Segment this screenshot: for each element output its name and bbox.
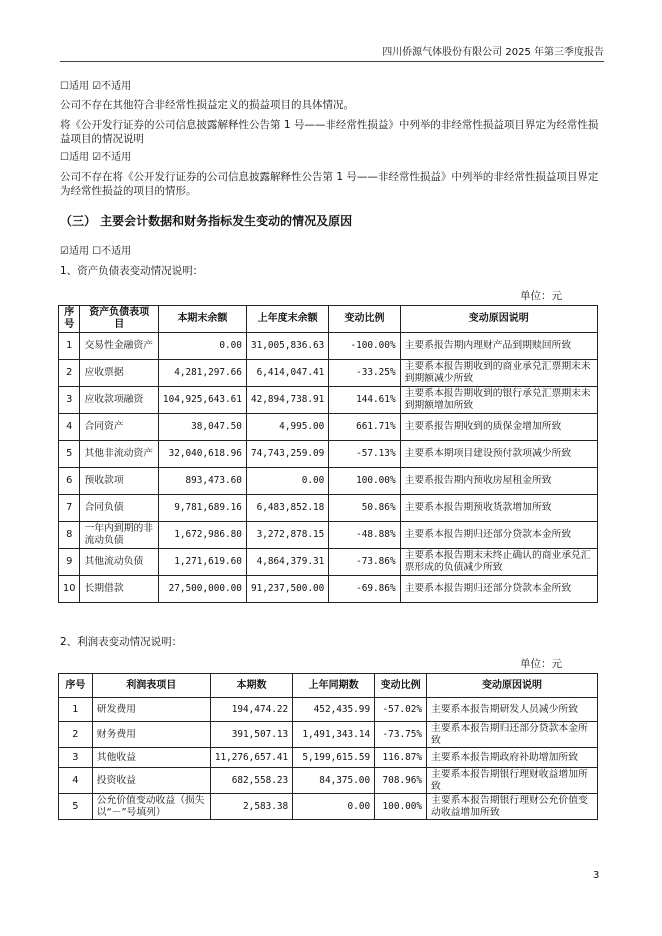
cell-item: 财务费用: [92, 722, 210, 748]
col-header-change: 变动比例: [375, 674, 427, 698]
cell-index: 3: [59, 387, 80, 414]
cell-prior: 3,272,878.15: [246, 522, 328, 549]
report-title: 四川侨源气体股份有限公司 2025 年第三季度报告: [382, 47, 604, 58]
income-statement-subheading: 2、利润表变动情况说明：: [60, 636, 183, 648]
cell-prior: 5,199,615.59: [293, 748, 375, 768]
cell-item: 其他非流动资产: [80, 441, 158, 468]
cell-index: 4: [59, 414, 80, 441]
cell-current: 391,507.13: [210, 722, 292, 748]
table1-unit: 单位：元: [520, 290, 562, 302]
cell-reason: 主要系本报告期收到的银行承兑汇票期末未到期额增加所致: [400, 387, 597, 414]
table2-unit: 单位：元: [520, 658, 562, 670]
cell-index: 5: [59, 794, 93, 820]
cell-change: -33.25%: [329, 360, 400, 387]
col-header-item: 利润表项目: [92, 674, 210, 698]
cell-reason: 主要系本报告期银行理财收益增加所致: [427, 768, 598, 794]
cell-reason: 主要系本报告期研发人员减少所致: [427, 698, 598, 722]
table-row: [59, 360, 598, 387]
page-number: 3: [593, 870, 600, 881]
cell-current: 32,040,618.96: [158, 441, 246, 468]
cell-change: -73.75%: [375, 722, 427, 748]
cell-prior: 31,005,836.63: [246, 333, 328, 360]
cell-reason: 主要系本期项目建设预付款项减少所致: [400, 441, 597, 468]
cell-prior: 4,864,379.31: [246, 549, 328, 576]
cell-item: 公允价值变动收益（损失以“－”号填列）: [92, 794, 210, 820]
cell-reason: 主要系本报告期政府补助增加所致: [427, 748, 598, 768]
cell-change: 50.86%: [329, 495, 400, 522]
cell-item: 应收票据: [80, 360, 158, 387]
cell-change: 100.00%: [329, 468, 400, 495]
cell-prior: 6,483,852.18: [246, 495, 328, 522]
col-header-prior: 上年同期数: [293, 674, 375, 698]
cell-reason: 主要系本报告期收到的商业承兑汇票期末未到期额减少所致: [400, 360, 597, 387]
table-header-row: [59, 306, 598, 333]
cell-item: 其他收益: [92, 748, 210, 768]
table-row: [59, 522, 598, 549]
paragraph-no-reclassification: 公司不存在将《公开发行证券的公司信息披露解释性公告第 1 号——非经常性损益》中列举的非经常性损益项目界定为经常性损益的项目的情形。: [60, 171, 599, 197]
cell-change: 100.00%: [375, 794, 427, 820]
cell-reason: 主要系本报告期归还部分贷款本金所致: [427, 722, 598, 748]
cell-index: 2: [59, 722, 93, 748]
cell-current: 1,672,986.80: [158, 522, 246, 549]
col-header-item: 资产负债表项目: [80, 306, 158, 333]
page-header: [60, 43, 604, 62]
cell-change: 116.87%: [375, 748, 427, 768]
cell-prior: 6,414,047.41: [246, 360, 328, 387]
cell-change: 708.96%: [375, 768, 427, 794]
table-row: [59, 441, 598, 468]
cell-reason: 主要系报告期收到的质保金增加所致: [400, 414, 597, 441]
cell-current: 4,281,297.66: [158, 360, 246, 387]
balance-sheet-table: [58, 305, 598, 603]
col-header-reason: 变动原因说明: [400, 306, 597, 333]
cell-prior: 4,995.00: [246, 414, 328, 441]
cell-prior: 1,491,343.14: [293, 722, 375, 748]
cell-current: 38,047.50: [158, 414, 246, 441]
cell-change: -48.88%: [329, 522, 400, 549]
cell-index: 3: [59, 748, 93, 768]
balance-sheet-subheading: 1、资产负债表变动情况说明：: [60, 265, 204, 277]
table-row: [59, 748, 598, 768]
applicability-checkbox-2: ☐适用 ☑不适用: [60, 152, 132, 163]
cell-current: 1,271,619.60: [158, 549, 246, 576]
cell-prior: 84,375.00: [293, 768, 375, 794]
cell-prior: 42,894,738.91: [246, 387, 328, 414]
cell-item: 合同资产: [80, 414, 158, 441]
cell-item: 长期借款: [80, 576, 158, 603]
applicability-checkbox-1: ☐适用 ☑不适用: [60, 81, 132, 92]
cell-change: -100.00%: [329, 333, 400, 360]
cell-item: 研发费用: [92, 698, 210, 722]
cell-index: 5: [59, 441, 80, 468]
col-header-current: 本期末余额: [158, 306, 246, 333]
table-row: [59, 468, 598, 495]
cell-current: 682,558.23: [210, 768, 292, 794]
table-row: [59, 414, 598, 441]
cell-current: 104,925,643.61: [158, 387, 246, 414]
cell-index: 9: [59, 549, 80, 576]
cell-reason: 主要系本报告期末未终止确认的商业承兑汇票形成的负债减少所致: [400, 549, 597, 576]
cell-current: 2,583.38: [210, 794, 292, 820]
cell-index: 8: [59, 522, 80, 549]
col-header-prior: 上年度末余额: [246, 306, 328, 333]
cell-change: -73.86%: [329, 549, 400, 576]
cell-current: 893,473.60: [158, 468, 246, 495]
cell-current: 0.00: [158, 333, 246, 360]
cell-current: 11,276,657.41: [210, 748, 292, 768]
cell-reason: 主要系本报告期银行理财公允价值变动收益增加所致: [427, 794, 598, 820]
table-row: [59, 576, 598, 603]
cell-change: 661.71%: [329, 414, 400, 441]
cell-change: 144.61%: [329, 387, 400, 414]
table-row: [59, 495, 598, 522]
table-row: [59, 768, 598, 794]
cell-current: 27,500,000.00: [158, 576, 246, 603]
cell-index: 10: [59, 576, 80, 603]
cell-current: 194,474.22: [210, 698, 292, 722]
cell-reason: 主要系本报告期归还部分贷款本金所致: [400, 522, 597, 549]
table-row: [59, 387, 598, 414]
cell-change: -57.02%: [375, 698, 427, 722]
cell-prior: 452,435.99: [293, 698, 375, 722]
table-row: [59, 549, 598, 576]
cell-prior: 91,237,500.00: [246, 576, 328, 603]
cell-index: 1: [59, 698, 93, 722]
applicability-checkbox-3: ☑适用 ☐不适用: [60, 246, 132, 257]
cell-item: 投资收益: [92, 768, 210, 794]
cell-item: 应收款项融资: [80, 387, 158, 414]
cell-item: 预收款项: [80, 468, 158, 495]
cell-prior: 0.00: [293, 794, 375, 820]
cell-item: 其他流动负债: [80, 549, 158, 576]
cell-item: 交易性金融资产: [80, 333, 158, 360]
col-header-change: 变动比例: [329, 306, 400, 333]
cell-reason: 主要系本报告期预收货款增加所致: [400, 495, 597, 522]
cell-reason: 主要系报告期内预收房屋租金所致: [400, 468, 597, 495]
cell-reason: 主要系报告期内理财产品到期赎回所致: [400, 333, 597, 360]
cell-index: 2: [59, 360, 80, 387]
table-row: [59, 698, 598, 722]
section-heading: （三） 主要会计数据和财务指标发生变动的情况及原因: [60, 214, 353, 228]
cell-reason: 主要系本报告期归还部分贷款本金所致: [400, 576, 597, 603]
cell-prior: 0.00: [246, 468, 328, 495]
table-row: [59, 333, 598, 360]
col-header-index: 序号: [59, 674, 93, 698]
table-row: [59, 722, 598, 748]
paragraph-other-items: 公司不存在其他符合非经常性损益定义的损益项目的具体情况。: [60, 99, 354, 111]
cell-index: 1: [59, 333, 80, 360]
table-row: [59, 794, 598, 820]
cell-current: 9,781,689.16: [158, 495, 246, 522]
col-header-reason: 变动原因说明: [427, 674, 598, 698]
table-header-row: [59, 674, 598, 698]
cell-prior: 74,743,259.09: [246, 441, 328, 468]
cell-index: 7: [59, 495, 80, 522]
paragraph-classification-note: 将《公开发行证券的公司信息披露解释性公告第 1 号——非经常性损益》中列举的非经常性损益项目界定为经常性损益项目的情况说明: [60, 119, 599, 145]
col-header-index: 序号: [59, 306, 80, 333]
col-header-current: 本期数: [210, 674, 292, 698]
cell-item: 合同负债: [80, 495, 158, 522]
income-statement-table: [58, 673, 598, 820]
cell-index: 4: [59, 768, 93, 794]
cell-change: -57.13%: [329, 441, 400, 468]
cell-index: 6: [59, 468, 80, 495]
cell-item: 一年内到期的非流动负债: [80, 522, 158, 549]
cell-change: -69.86%: [329, 576, 400, 603]
